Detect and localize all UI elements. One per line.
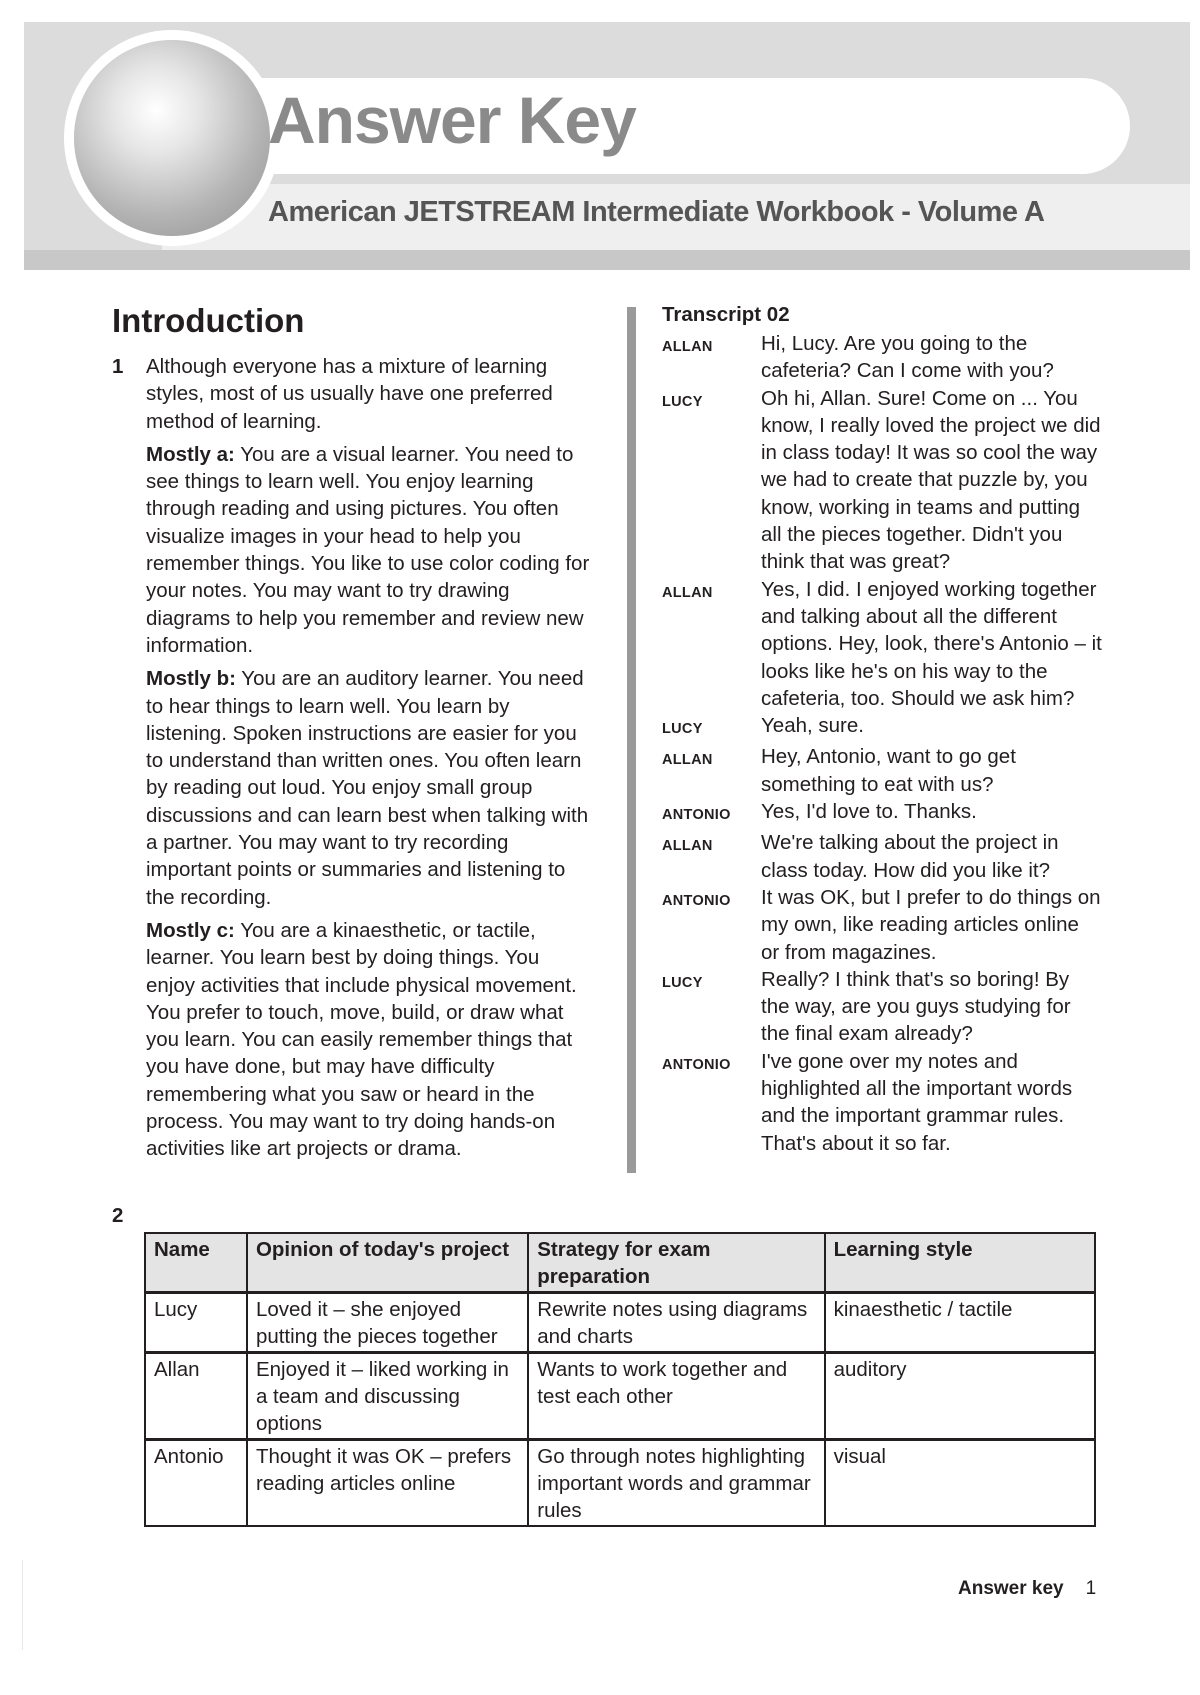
introduction-answers xyxy=(112,353,592,1169)
section-title: Introduction xyxy=(112,302,305,339)
page-title: Answer Key xyxy=(268,83,636,157)
table-cell: Allan xyxy=(145,1353,247,1440)
item-number: 1 xyxy=(112,355,124,378)
speech-text: I've gone over my notes and highlighted all the important words and the important grammar rules. That's about it so far. xyxy=(761,1049,1073,1155)
speech-text: Yeah, sure. xyxy=(761,714,864,738)
page-footer xyxy=(958,1578,1096,1600)
speaker-name: ANTONIO xyxy=(662,1056,731,1073)
mostly-b-paragraph xyxy=(146,665,592,911)
column-divider xyxy=(627,307,636,1173)
transcript-title: Transcript 02 xyxy=(662,303,790,326)
mostly-c-paragraph xyxy=(146,917,592,1163)
table-cell: kinaesthetic / tactile xyxy=(825,1293,1095,1353)
speech-text: Hi, Lucy. Are you going to the cafeteria? Can I come with you? xyxy=(761,332,1054,383)
speech-text: Yes, I'd love to. Thanks. xyxy=(761,800,977,824)
speech-text: Oh hi, Allan. Sure! Come on ... You know, I really loved the project we did in class today! It was so cool the way we had to create that puzzle by, you know, working in teams and putting all the pieces together. Didn't you think that was great? xyxy=(761,386,1101,574)
footer-label: Answer key xyxy=(958,1578,1064,1599)
transcript xyxy=(662,330,1102,1157)
transcript-line xyxy=(662,1048,1102,1157)
table-row xyxy=(145,1293,1095,1353)
table-row xyxy=(145,1353,1095,1440)
transcript-line xyxy=(662,966,1102,1048)
header-banner-strip xyxy=(24,250,1190,270)
table-cell: Lucy xyxy=(145,1293,247,1353)
page-number: 1 xyxy=(1085,1578,1097,1599)
table-cell: Antonio xyxy=(145,1440,247,1527)
table-cell: Thought it was OK – prefers reading articles online xyxy=(247,1440,528,1527)
table-cell: auditory xyxy=(825,1353,1095,1440)
speaker-name: LUCY xyxy=(662,393,703,410)
mostly-a-paragraph xyxy=(146,441,592,659)
mostly-b-text: You are an auditory learner. You need to hear things to learn well. You learn by listening. Spoken instructions are easier for you to understand than written ones. You often learn by reading out loud. You enjoy small group discussions and can learn best when talking with a partner. You may want to try recording important points or summaries and listening to the recording. xyxy=(146,667,589,909)
table-header-row xyxy=(145,1233,1095,1293)
table-cell: Rewrite notes using diagrams and charts xyxy=(528,1293,824,1353)
table-cell: Loved it – she enjoyed putting the pieces together xyxy=(247,1293,528,1353)
transcript-line xyxy=(662,829,1102,884)
speech-text: It was OK, but I prefer to do things on my own, like reading articles online or from magazines. xyxy=(761,885,1101,964)
speaker-name: LUCY xyxy=(662,721,703,738)
table-cell: visual xyxy=(825,1440,1095,1527)
exercise-2-number: 2 xyxy=(112,1204,124,1227)
transcript-line xyxy=(662,884,1102,966)
speech-text: Hey, Antonio, want to go get something to eat with us? xyxy=(761,745,1016,796)
mostly-b-label: Mostly b: xyxy=(146,667,236,691)
speaker-name: ALLAN xyxy=(662,752,713,769)
speech-text: We're talking about the project in class today. How did you like it? xyxy=(761,831,1059,882)
speaker-name: ALLAN xyxy=(662,838,713,855)
transcript-line xyxy=(662,743,1102,798)
margin-rule xyxy=(22,1560,23,1650)
mostly-c-text: You are a kinaesthetic, or tactile, learner. You learn best by doing things. You enjoy activities that include physical movement. You prefer to touch, move, build, or draw what you learn. You can easily remember things that you have done, but may have difficulty remembering what you saw or heard in the process. You may want to try doing hands-on activities like art projects or drama. xyxy=(146,918,577,1161)
column-header: Opinion of today's project xyxy=(247,1233,528,1293)
transcript-line xyxy=(662,385,1102,576)
speech-text: Really? I think that's so boring! By the way, are you guys studying for the final exam already? xyxy=(761,967,1071,1046)
transcript-line xyxy=(662,712,1102,743)
table-row xyxy=(145,1440,1095,1527)
column-header: Name xyxy=(145,1233,247,1293)
intro-opening: Although everyone has a mixture of learning styles, most of us usually have one preferred method of learning. xyxy=(146,355,553,433)
speaker-name: ANTONIO xyxy=(662,807,731,824)
page-subtitle: American JETSTREAM Intermediate Workbook - Volume A xyxy=(268,196,1045,228)
mostly-a-text: You are a visual learner. You need to see things to learn well. You enjoy learning through reading and using pictures. You often visualize images in your head to help you remember things. You like to use color coding for your notes. You may want to try drawing diagrams to help you remember and review new information. xyxy=(146,442,590,657)
column-header: Strategy for exam preparation xyxy=(528,1233,824,1293)
column-header: Learning style xyxy=(825,1233,1095,1293)
mostly-a-label: Mostly a: xyxy=(146,442,235,466)
speaker-name: ANTONIO xyxy=(662,892,731,909)
sphere-logo-icon xyxy=(74,40,270,236)
table-cell: Enjoyed it – liked working in a team and discussing options xyxy=(247,1353,528,1440)
speaker-name: ALLAN xyxy=(662,584,713,601)
exercise-2-table xyxy=(144,1232,1096,1527)
transcript-line xyxy=(662,798,1102,829)
speech-text: Yes, I did. I enjoyed working together and talking about all the different options. Hey, look, there's Antonio – it looks like he's on his way to the cafeteria, too. Should we ask him? xyxy=(761,577,1102,710)
transcript-line xyxy=(662,330,1102,385)
table-cell: Go through notes highlighting important words and grammar rules xyxy=(528,1440,824,1527)
transcript-line xyxy=(662,576,1102,712)
mostly-c-label: Mostly c: xyxy=(146,918,235,942)
table-cell: Wants to work together and test each other xyxy=(528,1353,824,1440)
speaker-name: ALLAN xyxy=(662,339,713,355)
speaker-name: LUCY xyxy=(662,974,703,991)
